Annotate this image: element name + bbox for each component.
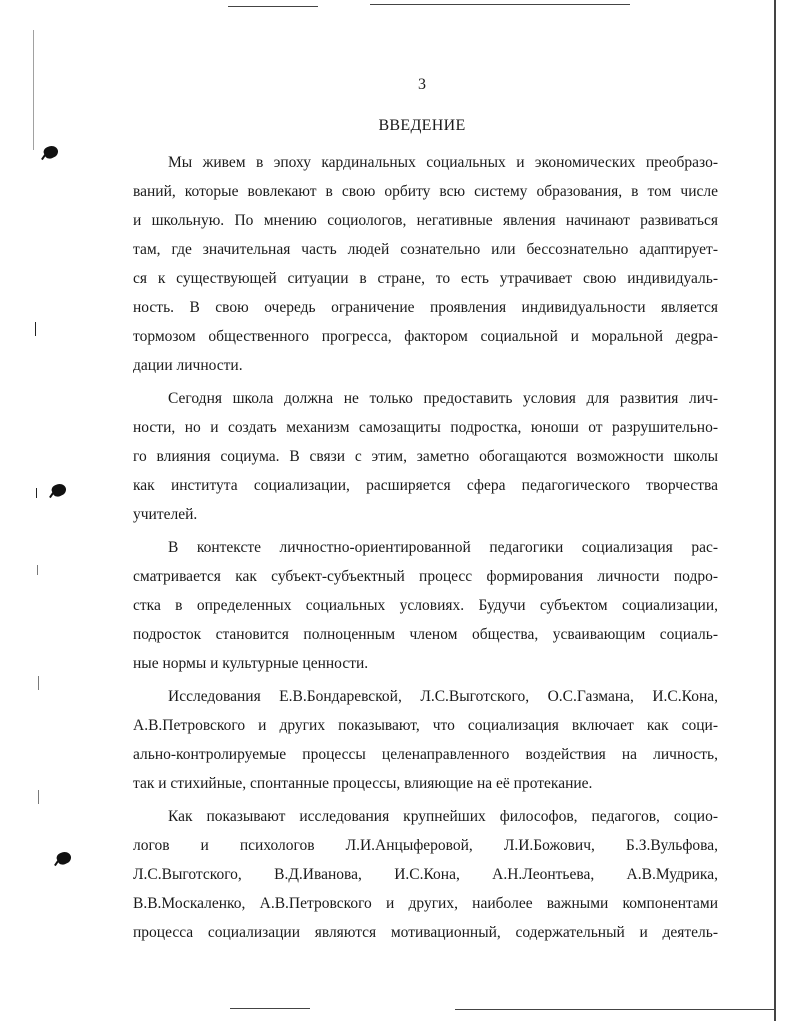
text-line: дации личности.: [133, 357, 243, 374]
text-line: так и стихийные, спонтанные процессы, влияющие на её протекание.: [133, 775, 593, 792]
paragraph: [133, 682, 718, 798]
text-line: сматривается как субъект-субъектный процесс формирования личности подро-: [133, 568, 718, 585]
body-text: [133, 148, 718, 947]
text-line: ально-контролируемые процессы целенаправленного воздействия на личность,: [133, 746, 718, 763]
scan-border-bottom-right: [455, 1009, 775, 1010]
text-line: логов и психологов Л.И.Анцыферовой, Л.И.Божович, Б.З.Вульфова,: [133, 837, 718, 854]
text-line: ности, но и создать механизм самозащиты подростка, юноши от разрушительно-: [133, 419, 718, 436]
text-line: Исследования Е.В.Бондаревской, Л.С.Выготского, О.С.Газмана, И.С.Кона,: [168, 688, 718, 705]
margin-mark: [38, 676, 39, 690]
scan-border-bottom: [230, 1008, 310, 1009]
text-line: и школьную. По мнению социологов, негативные явления начинают развиваться: [133, 212, 718, 229]
text-line: В контексте личностно-ориентированной педагогики социализация рас-: [168, 539, 718, 556]
text-line: ваний, которые вовлекают в свою орбиту всю систему образования, в том числе: [133, 183, 718, 200]
text-line: Л.С.Выготского, В.Д.Иванова, И.С.Кона, А.Н.Леонтьева, А.В.Мудрика,: [133, 866, 718, 883]
paragraph: [133, 533, 718, 678]
text-line: подросток становится полноценным членом общества, усваивающим социаль-: [133, 626, 718, 643]
paragraph: [133, 148, 718, 380]
text-line: учителей.: [133, 506, 198, 523]
paragraph: [133, 384, 718, 529]
paragraph: [133, 802, 718, 947]
scan-border-right: [774, 0, 776, 1021]
text-line: го влияния социума. В связи с этим, заметно обогащаются возможности школы: [133, 448, 718, 465]
margin-mark: [38, 790, 39, 804]
ink-blot: [42, 144, 60, 161]
scan-border-top: [228, 6, 318, 7]
page-title: ВВЕДЕНИЕ: [378, 117, 466, 134]
text-line: ные нормы и культурные ценности.: [133, 655, 369, 672]
text-line: как института социализации, расширяется сфера педагогического творчества: [133, 477, 718, 494]
text-line: А.В.Петровского и других показывают, что социализация включает как соци-: [133, 717, 718, 734]
text-line: Сегодня школа должна не только предоставить условия для развития лич-: [168, 390, 718, 407]
page-number: 3: [418, 76, 426, 93]
text-line: там, где значительная часть людей сознательно или бессознательно адаптирует-: [133, 241, 718, 258]
text-line: стка в определенных социальных условиях. Будучи субъектом социализации,: [133, 597, 718, 614]
margin-mark: [35, 322, 36, 336]
text-line: процесса социализации являются мотивационный, содержательный и деятель-: [133, 924, 718, 941]
ink-blot: [50, 482, 68, 499]
text-line: ся к существующей ситуации в стране, то есть утрачивает свою индивидуаль-: [133, 270, 718, 287]
scan-border-top-right: [370, 4, 630, 5]
margin-mark: [37, 565, 38, 575]
ink-blot: [55, 850, 73, 867]
text-line: В.В.Москаленко, А.В.Петровского и других, наиболее важными компонентами: [133, 895, 718, 912]
text-line: Как показывают исследования крупнейших философов, педагогов, социо-: [168, 808, 718, 825]
text-line: тормозом общественного прогресса, фактором социальной и моральной деgра-: [133, 328, 718, 345]
text-line: Мы живем в эпоху кардинальных социальных и экономических преобразо-: [168, 154, 718, 171]
text-line: ность. В свою очередь ограничение проявления индивидуальности является: [133, 299, 718, 316]
margin-mark: [36, 488, 37, 498]
